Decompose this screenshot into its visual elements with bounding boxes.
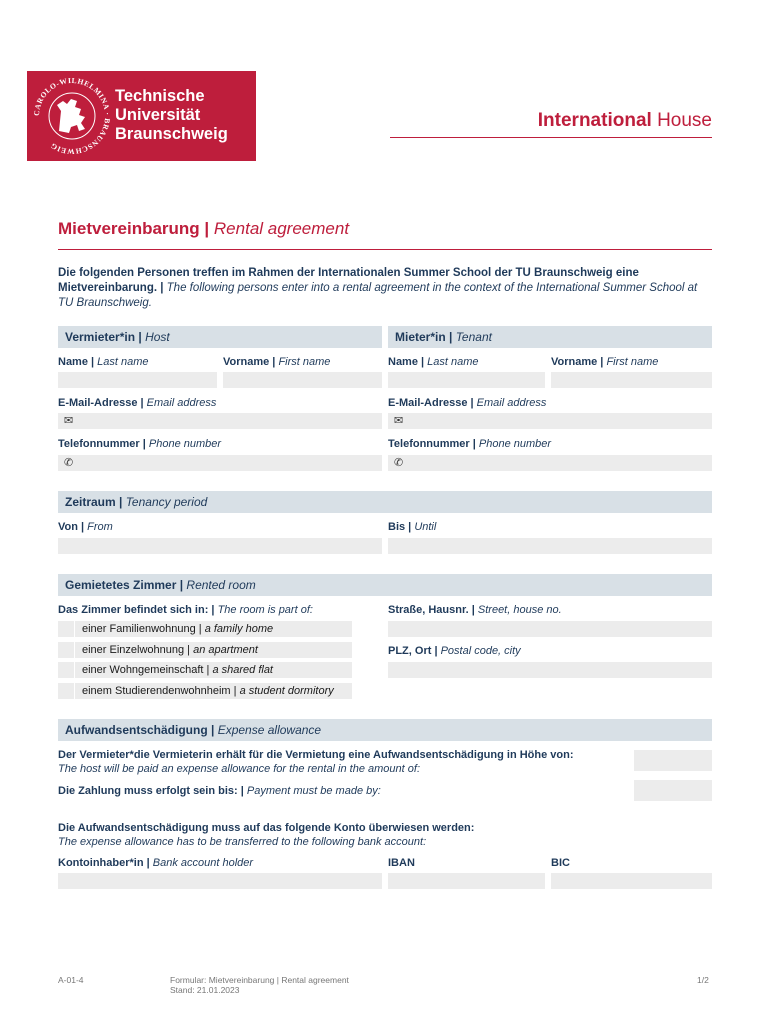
svg-text:CAROLO-WILHELMINA · BRAUNSCHWE: CAROLO-WILHELMINA · BRAUNSCHWEIG — [31, 75, 113, 157]
tenant-firstname-field[interactable] — [551, 372, 712, 388]
footer-code: A-01-4 — [58, 975, 84, 985]
logo-line-1: Technische — [115, 87, 205, 105]
tu-braunschweig-logo — [27, 71, 256, 161]
option-checkbox[interactable] — [58, 621, 74, 637]
tenant-section-header: Mieter*in | Tenant — [388, 326, 712, 348]
room-section-header: Gemietetes Zimmer | Rented room — [58, 574, 712, 596]
tenant-firstname-label: Vorname | First name — [551, 356, 659, 368]
page-number: 1/2 — [697, 975, 709, 985]
host-firstname-label: Vorname | First name — [223, 356, 331, 368]
option-student-dormitory: einem Studierendenwohnheim | a student dormitory — [75, 683, 352, 699]
due-date-field[interactable] — [634, 780, 712, 801]
account-instruction: Die Aufwandsentschädigung muss auf das folgende Konto überwiesen werden: The expense allowance has to be transferred to the following bank account: — [58, 822, 475, 848]
iban-field[interactable] — [388, 873, 545, 889]
allowance-section-header: Aufwandsentschädigung | Expense allowance — [58, 719, 712, 741]
amount-label: Der Vermieter*die Vermieterin erhält für die Vermietung eine Aufwandsentschädigung in Höhe von: The host will be paid an expense allowance for the rental in the amount of: — [58, 749, 574, 775]
option-checkbox[interactable] — [58, 662, 74, 678]
phone-icon: ✆ — [394, 457, 404, 469]
option-checkbox[interactable] — [58, 642, 74, 658]
option-shared-flat: einer Wohngemeinschaft | a shared flat — [75, 662, 352, 678]
city-label: PLZ, Ort | Postal code, city — [388, 645, 521, 657]
logo-line-2: Universität — [115, 106, 201, 124]
host-lastname-field[interactable] — [58, 372, 217, 388]
title-divider — [58, 249, 712, 250]
street-field[interactable] — [388, 621, 712, 637]
bic-field[interactable] — [551, 873, 712, 889]
host-email-label: E-Mail-Adresse | Email address — [58, 397, 217, 409]
host-phone-label: Telefonnummer | Phone number — [58, 438, 222, 450]
footer-form-name: Formular: Mietvereinbarung | Rental agreement — [170, 975, 349, 985]
option-family-home: einer Familienwohnung | a family home — [75, 621, 352, 637]
host-section-header: Vermieter*in | Host — [58, 326, 382, 348]
intro-text: Die folgenden Personen treffen im Rahmen der Internationalen Summer School der TU Braunschweig eine Mietvereinbarung. | The following persons enter into a rental agreement in the context of the International Summer School at TU Braunschweig. — [58, 267, 698, 309]
header-divider — [390, 137, 712, 138]
from-label: Von | From — [58, 521, 113, 533]
logo-line-3: Braunschweig — [115, 125, 228, 143]
option-apartment: einer Einzelwohnung | an apartment — [75, 642, 352, 658]
envelope-icon: ✉ — [64, 415, 74, 427]
tenant-email-field[interactable] — [388, 413, 712, 429]
host-email-field[interactable] — [58, 413, 382, 429]
host-firstname-field[interactable] — [223, 372, 382, 388]
footer-form-info — [170, 975, 349, 995]
tenant-lastname-label: Name | Last name — [388, 356, 479, 368]
room-part-label: Das Zimmer befindet sich in: | The room is part of: — [58, 604, 313, 616]
street-label: Straße, Hausnr. | Street, house no. — [388, 604, 562, 616]
international-house-title: International House — [537, 110, 712, 131]
until-date-field[interactable] — [388, 538, 712, 554]
tenant-lastname-field[interactable] — [388, 372, 545, 388]
account-holder-field[interactable] — [58, 873, 382, 889]
tenant-phone-label: Telefonnummer | Phone number — [388, 438, 552, 450]
page-title: Mietvereinbarung | Rental agreement — [58, 219, 350, 238]
period-section-header: Zeitraum | Tenancy period — [58, 491, 712, 513]
account-holder-label: Kontoinhaber*in | Bank account holder — [58, 857, 254, 869]
phone-icon: ✆ — [64, 457, 74, 469]
tenant-phone-field[interactable] — [388, 455, 712, 471]
envelope-icon: ✉ — [394, 415, 404, 427]
iban-label: IBAN — [388, 857, 415, 869]
due-date-label: Die Zahlung muss erfolgt sein bis: | Payment must be made by: — [58, 785, 381, 797]
university-seal-icon — [27, 71, 117, 161]
host-phone-field[interactable] — [58, 455, 382, 471]
amount-field[interactable] — [634, 750, 712, 771]
footer-date: Stand: 21.01.2023 — [170, 985, 240, 995]
city-field[interactable] — [388, 662, 712, 678]
bic-label: BIC — [551, 857, 570, 869]
tenant-email-label: E-Mail-Adresse | Email address — [388, 397, 547, 409]
option-checkbox[interactable] — [58, 683, 74, 699]
from-date-field[interactable] — [58, 538, 382, 554]
host-lastname-label: Name | Last name — [58, 356, 149, 368]
until-label: Bis | Until — [388, 521, 437, 533]
